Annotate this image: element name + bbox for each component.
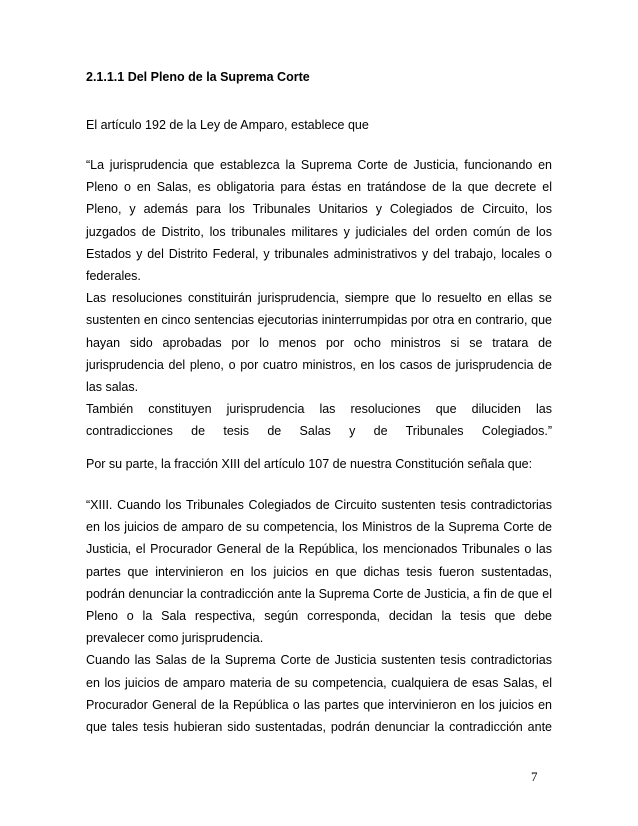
quote-paragraph: Las resoluciones constituirán jurisprudencia, siempre que lo resuelto en ellas se sustenten en cinco sentencias ejecutorias ininterrumpidas por otra en contrario, que hayan sido aprobadas por lo menos por ocho ministros si se tratara de jurisprudencia del pleno, o por cuatro ministros, en los casos de jurisprudencia de las salas. <box>86 291 552 395</box>
intro-paragraph-constitucion: Por su parte, la fracción XIII del artículo 107 de nuestra Constitución señala que: <box>86 457 533 471</box>
quote-paragraph: “XIII. Cuando los Tribunales Colegiados de Circuito sustenten tesis contradictorias en los juicios de amparo de su competencia, los Ministros de la Suprema Corte de Justicia, el Procurador General de la República, los mencionados Tribunales o las partes que intervinieron en los juicios en que dichas tesis fueron sustentadas, podrán denunciar la contradicción ante la Suprema Corte de Justicia, a fin de que el Pleno o la Sala respectiva, según corresponda, decidan la tesis que debe prevalecer como jurisprudencia. <box>86 498 552 646</box>
quote-article-192 <box>86 154 552 443</box>
page-number: 7 <box>531 769 538 784</box>
intro-paragraph-ley-amparo: El artículo 192 de la Ley de Amparo, establece que <box>86 118 369 132</box>
quote-paragraph: También constituyen jurisprudencia las resoluciones que diluciden las contradicciones de tesis de Salas y de Tribunales Colegiados.” <box>86 402 552 439</box>
quote-article-107 <box>86 494 552 738</box>
quote-paragraph: Cuando las Salas de la Suprema Corte de Justicia sustenten tesis contradictorias en los juicios de amparo materia de su competencia, cualquiera de esas Salas, el Procurador General de la República o las partes que intervinieron en los juicios en que tales tesis hubieran sido sustentadas, podrán denunciar la contradicción ante <box>86 653 552 735</box>
section-heading: 2.1.1.1 Del Pleno de la Suprema Corte <box>86 70 310 84</box>
quote-paragraph: “La jurisprudencia que establezca la Suprema Corte de Justicia, funcionando en Pleno o en Salas, es obligatoria para éstas en tratándose de la que decrete el Pleno, y además para los Tribunales Unitarios y Colegiados de Circuito, los juzgados de Distrito, los tribunales militares y judiciales del orden común de los Estados y del Distrito Federal, y tribunales administrativos y del trabajo, locales o federales. <box>86 158 552 284</box>
